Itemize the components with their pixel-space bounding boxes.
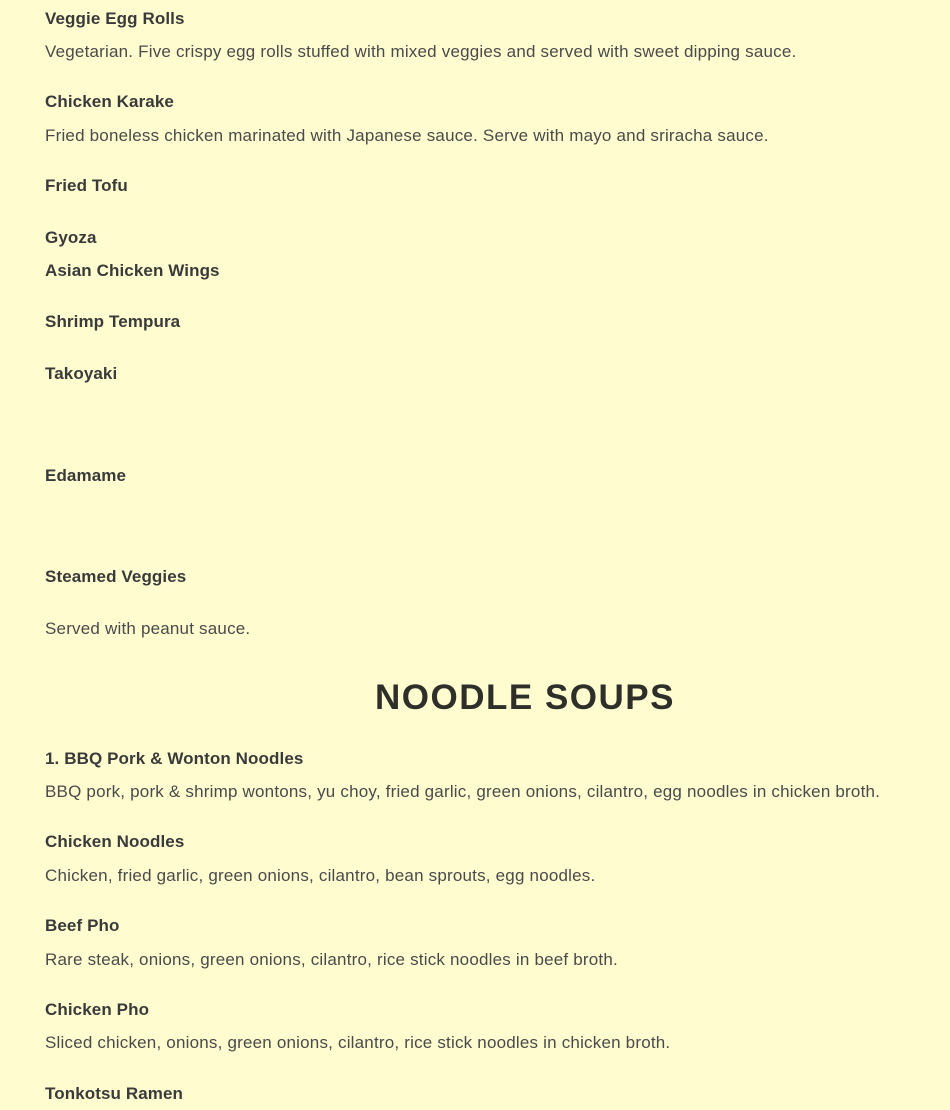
- menu-item-description: Fried boneless chicken marinated with Japanese sauce. Serve with mayo and sriracha sauce.: [45, 126, 769, 145]
- menu-item-description: BBQ pork, pork & shrimp wontons, yu choy, fried garlic, green onions, cilantro, egg noodles in chicken broth.: [45, 782, 881, 801]
- menu-item-description: Sliced chicken, onions, green onions, cilantro, rice stick noodles in chicken broth.: [45, 1033, 671, 1052]
- menu-item-name: Steamed Veggies: [45, 567, 187, 586]
- menu-item-description: Chicken, fried garlic, green onions, cilantro, bean sprouts, egg noodles.: [45, 866, 596, 885]
- menu-item-name: Chicken Karake: [45, 92, 174, 111]
- menu-item-name: Gyoza: [45, 228, 97, 247]
- menu-item-name: Asian Chicken Wings: [45, 261, 220, 280]
- menu-item-name: Takoyaki: [45, 364, 118, 383]
- menu-item-name: Veggie Egg Rolls: [45, 9, 185, 28]
- section-title: NOODLE SOUPS: [375, 678, 675, 717]
- menu-item-name: Beef Pho: [45, 916, 120, 935]
- menu-item-name: Fried Tofu: [45, 176, 128, 195]
- menu-item-name: Edamame: [45, 466, 127, 485]
- menu-item-name: Shrimp Tempura: [45, 312, 181, 331]
- menu-item-description: Served with peanut sauce.: [45, 619, 251, 638]
- menu-item-name: 1. BBQ Pork & Wonton Noodles: [45, 749, 304, 768]
- menu-item-name: Chicken Noodles: [45, 832, 185, 851]
- menu-item-description: Vegetarian. Five crispy egg rolls stuffed with mixed veggies and served with sweet dipping sauce.: [45, 42, 797, 61]
- menu-item-name: Chicken Pho: [45, 1000, 150, 1019]
- menu-item-name: Tonkotsu Ramen: [45, 1084, 184, 1103]
- menu-item-description: Rare steak, onions, green onions, cilantro, rice stick noodles in beef broth.: [45, 950, 618, 969]
